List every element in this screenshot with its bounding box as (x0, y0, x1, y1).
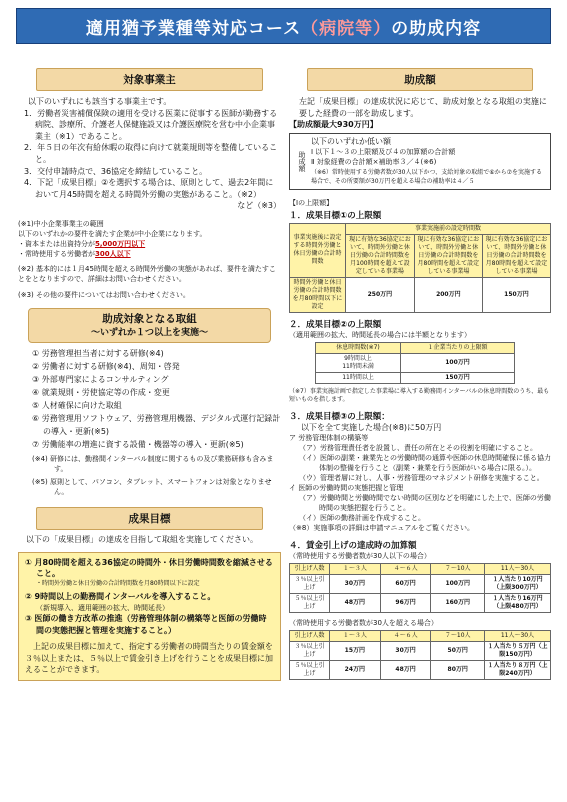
goal-1: ① 月80時間を超える36協定の時間外・休日労働時間数を縮減させること。 (25, 557, 273, 579)
s4-header: ７～10人 (431, 631, 485, 642)
s1-col-header: 現に有効な36協定において、時間外労働と休日労働の合計時間数を月80時間を超えて設定している事業場 (414, 234, 482, 277)
goal-2: ② 9時間以上の勤務間インターバルを導入すること。 (25, 592, 216, 602)
s4-row-label: ３％以上引上げ (290, 575, 330, 594)
eligible-item: 1．労働者災害補償保険の適用を受ける医業に従事する医師が勤務する病院、診療所、介護老人保健施設又は介護医療院を営む中小企業事業主（※1）であること。 (24, 108, 278, 141)
s3-a3: （ウ）管理者層に対し、人事・労務管理のマネジメント研修を実施すること。 (299, 474, 544, 483)
goal-3: ③ 医師の働き方改革の推進（労務管理体制の構築等と医師の労働時間の実態把握と管理を実施すること。） (25, 613, 267, 635)
eligible-intro: 以下のいずれにも該当する事業主です。 (28, 97, 172, 106)
s1-title: １．成果目標①の上限額 (289, 210, 382, 221)
s2-row-label (316, 353, 401, 372)
eligible-item: 3．交付申請時点で、36協定を締結していること。 (24, 166, 208, 176)
note1-b2-prefix: ・常時使用する労働者が (18, 249, 95, 258)
note7: （※7）事業実施計画で指定した事業場に導入する勤務間インターバルの休息時間数のうち、最も短いものを指します。 (289, 387, 550, 404)
s4-value: 48万円 (380, 661, 431, 680)
s2-head-left: 休息時間数(※7) (316, 342, 401, 353)
s4-value-per-person: １人当たり10万円（上限300万円） (485, 575, 551, 594)
note1-b1-value: 5,000万円以下 (95, 239, 146, 248)
note1-b2-value: 300人以下 (95, 249, 131, 258)
s2-row-label-line: 11時間未満 (342, 362, 374, 370)
s4-sub1: （常時使用する労働者数が30人以下の場合） (289, 552, 431, 561)
note1-body: 以下のいずれかの要件を満たす企業が中小企業になります。 (18, 229, 207, 238)
note4: (※4) 研修には、勤務間インターバル制度に関するもの及び業務研修も含みます。 (32, 454, 274, 473)
s3-a: ア 労務管理体制の構築等 (289, 434, 369, 443)
lower-ii: Ⅱ 対象経費の合計額×補助率３／４(※6) (311, 158, 437, 167)
right-column (289, 52, 551, 680)
action-item: ⑦ 労働能率の増進に資する設備・機器等の導入・更新(※5) (32, 439, 244, 449)
title-highlight: 病院等 (319, 18, 374, 39)
s2-row-label-line: 9時間以上 (344, 354, 372, 362)
s4-sub2: （常時使用する労働者数が30人を超える場合） (289, 619, 438, 628)
s1-value: 200万円 (414, 277, 482, 312)
s3-b1: （ア）労働時間と労働時間でない時間の区別などを明確にした上で、医師の労働時間の実態把握を行うこと。 (299, 494, 551, 513)
s3-a2: （イ）医師の副業・兼業先との労働時間の通算や医師の休息時間確保に係る協力体制の整備を行うこと（副業・兼業を行う医師がいる場合に限る。）。 (299, 454, 551, 473)
s4-table-large (289, 630, 551, 680)
actions-header-line1: 助成対象となる取組 (102, 312, 197, 325)
s2-sub: （適用範囲の拡大、時間延長の場合には半額となります） (289, 330, 471, 339)
s4-value: 96万円 (380, 594, 431, 613)
s4-value-per-person: １人当たり５万円（上限150万円） (485, 642, 551, 661)
s2-title: ２．成果目標②の上限額 (289, 319, 382, 330)
action-item: ④ 就業規則・労使協定等の作成・変更 (32, 387, 170, 397)
goal-2-sub: （新規導入、適用範囲の拡大、時間延長） (36, 603, 169, 612)
s4-header: １～３人 (330, 564, 381, 575)
action-item: ⑥ 労務管理用ソフトウェア、労務管理用機器、デジタル式運行記録計の導入・更新(※5) (32, 413, 281, 436)
actions-list (18, 347, 281, 451)
s4-value: 30万円 (380, 642, 431, 661)
s4-value: 50万円 (431, 642, 485, 661)
s1-table (289, 223, 551, 313)
note1-title: (※1)中小企業事業主の範囲 (18, 219, 104, 228)
s4-value: 24万円 (330, 661, 381, 680)
s4-value: 100万円 (431, 575, 485, 594)
lower-i: Ⅰ 以下１～３の上限額及び４の加算額の合計額 (311, 148, 456, 157)
s1-col-header: 現に有効な36協定において、時間外労働と休日労働の合計時間数を月80時間を超えて設定している事業場 (482, 234, 550, 277)
s4-value: 30万円 (330, 575, 381, 594)
s4-row-label: ５％以上引上げ (290, 594, 330, 613)
eligible-item: 4．下記「成果目標」②を選択する場合は、原則として、過去2年間において月45時間を超える時間外労働の実態があること。（※2） (24, 178, 274, 199)
s4-row-label: ５％以上引上げ (290, 661, 330, 680)
s3-b2: （イ）医師の勤務計画を作成すること。 (299, 514, 425, 523)
goal-1-sub: ・時間外労働と休日労働の合計時間数を月80時間以下に設定 (36, 579, 200, 587)
amount-intro: 左記「成果目標」の達成状況に応じて、助成対象となる取組の実施に要した経費の一部を助成します。 (299, 97, 547, 118)
note5: (※5) 原則として、パソコン、タブレット、スマートフォンは対象となりません。 (32, 477, 272, 496)
action-item: ⑤ 人材確保に向けた取組 (32, 400, 122, 410)
title-main: 適用猶予業種等対応コース (85, 18, 302, 39)
limits-title: 【Ⅰの上限額】 (289, 198, 334, 207)
s4-header: １～３人 (330, 631, 381, 642)
page-title (16, 8, 551, 44)
s4-table-small (289, 563, 551, 613)
title-paren-open: （ (301, 18, 320, 39)
s4-title: ４．賃金引上げの達成時の加算額 (289, 541, 417, 552)
s4-header: 11人～30人 (485, 631, 551, 642)
note2: (※2) 基本的には１月45時間を超える時間外労働の実態があれば、要件を満たすことをとなりますので、詳細はお問い合わせください。 (18, 264, 276, 283)
s4-header: 11人～30人 (485, 564, 551, 575)
actions-header (28, 308, 271, 343)
amount-header: 助成額 (307, 68, 533, 91)
s1-top-header: 事業実施前の設定時間数 (346, 223, 551, 234)
lower-title: 以下のいずれか低い額 (311, 136, 391, 146)
note8: （※8）実施事項の詳細は申請マニュアルをご覧ください。 (289, 524, 475, 533)
amount-box (289, 133, 551, 190)
s4-value: 160万円 (431, 594, 485, 613)
s2-table (315, 342, 515, 384)
s4-row-label: ３％以上引上げ (290, 642, 330, 661)
goals-header: 成果目標 (36, 507, 263, 530)
goals-closing: 上記の成果目標に加えて、指定する労働者の時間当たりの賃金額を３％以上または、５％以上で賃金引き上げを行うことを成果目標に加えることができます。 (25, 642, 273, 675)
title-suffix: の助成内容 (391, 18, 482, 39)
s1-row-header: 事業実施後に設定する時間外労働と休日労働の合計時間数 (290, 223, 346, 277)
eligible-header: 対象事業主 (36, 68, 263, 91)
actions-header-line2: ～いずれか１つ以上を実施～ (90, 327, 208, 338)
s2-value: 100万円 (401, 353, 515, 372)
s3-sub: 以下を全て実施した場合(※8)に50万円 (301, 422, 442, 432)
action-item: ② 労働者に対する研修(※4)、周知・啓発 (32, 361, 180, 371)
s4-value: 60万円 (380, 575, 431, 594)
amount-box-content (307, 136, 547, 187)
s3-a1: （ア）労務管理責任者を設置し、責任の所在とその役割を明確にすること。 (299, 444, 537, 453)
title-paren-close: ） (373, 18, 392, 39)
amount-max: 【助成額最大930万円】 (289, 120, 378, 130)
s1-col-header: 現に有効な36協定において、時間外労働と休日労働の合計時間数を月100時間を超えて設定している事業場 (346, 234, 415, 277)
eligible-list (18, 108, 281, 212)
s4-value-per-person: １人当たり16万円（上限480万円） (485, 594, 551, 613)
s3-b: イ 医師の労働時間の実態把握と管理 (289, 484, 404, 493)
s4-header: 引上げ人数 (290, 631, 330, 642)
s2-head-right: １企業当たりの上限額 (401, 342, 515, 353)
left-column (18, 52, 281, 681)
s4-header: ４～６人 (380, 631, 431, 642)
eligible-etc: など（※3） (237, 201, 281, 211)
s4-header: ４～６人 (380, 564, 431, 575)
action-item: ③ 外部専門家によるコンサルティング (32, 374, 169, 384)
s2-row-label: 11時間以上 (316, 372, 401, 383)
s4-header: ７～10人 (431, 564, 485, 575)
s4-value: 80万円 (431, 661, 485, 680)
goals-intro: 以下の「成果目標」の達成を目指して取組を実施してください。 (26, 534, 258, 544)
note1-bullet-capital (18, 239, 281, 249)
s2-value: 150万円 (401, 372, 515, 383)
s4-value-per-person: １人当たり８万円（上限240万円） (485, 661, 551, 680)
note1-bullet-workers (18, 249, 281, 259)
note3: (※3) その他の要件についてはお問い合わせください。 (18, 290, 190, 299)
s4-value: 15万円 (330, 642, 381, 661)
s4-value: 48万円 (330, 594, 381, 613)
goals-box (18, 552, 281, 681)
note6: （※6）常時使用する労働者数が30人以下かつ、支給対象の取組で⑥から⑦を実施する場合で、その所要額が30万円を超える場合の補助率は４／５ (311, 169, 542, 185)
note1-b1-prefix: ・資本または出資持分が (18, 239, 95, 248)
s3-title: ３．成果目標③の上限額： (289, 411, 390, 422)
s1-value-row-header: 時間外労働と休日労働の合計時間数を月80時間以下に設定 (290, 277, 346, 312)
s1-value: 250万円 (346, 277, 415, 312)
amount-side-label: 助成額 (298, 150, 306, 172)
s4-header: 引上げ人数 (290, 564, 330, 575)
action-item: ① 労務管理担当者に対する研修(※4) (32, 348, 164, 358)
s1-value: 150万円 (482, 277, 550, 312)
eligible-item: 2．年５日の年次有給休暇の取得に向けて就業規則等を整備していること。 (24, 143, 278, 164)
